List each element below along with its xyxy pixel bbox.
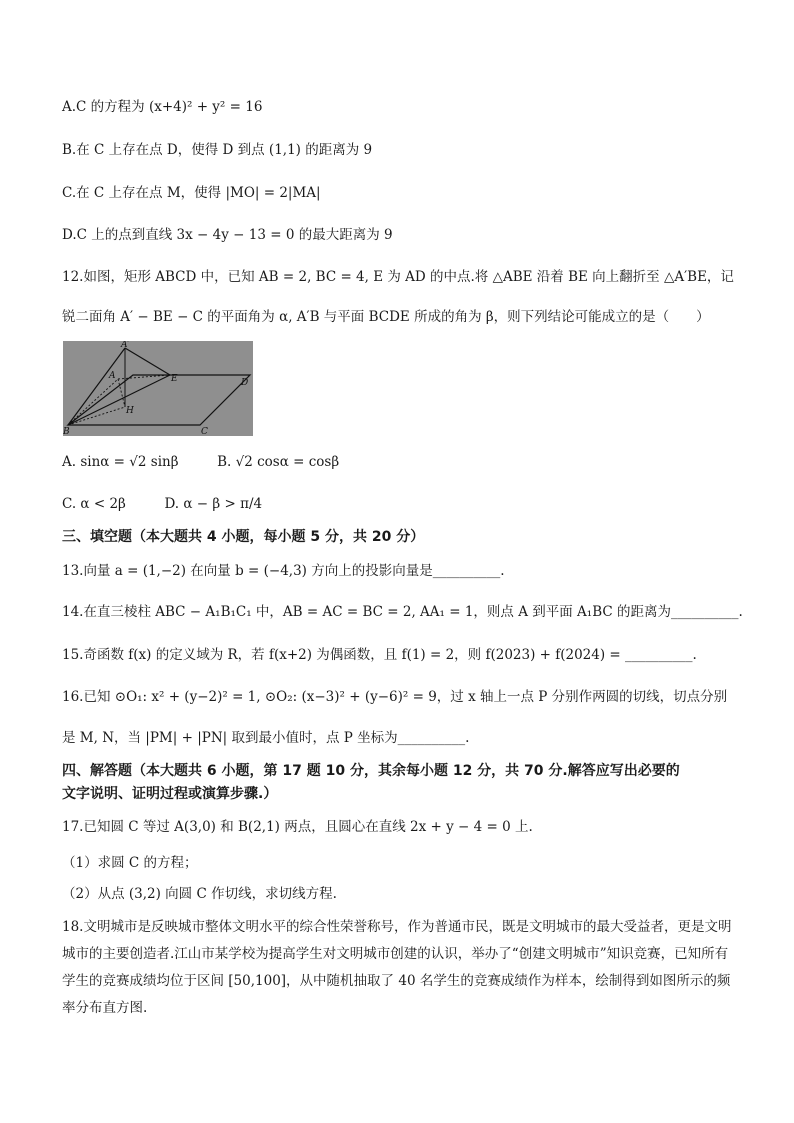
q12-options-row2 [62,494,732,514]
q12-figure [63,341,253,436]
q18: 18.文明城市是反映城市整体文明水平的综合性荣誉称号，作为普通市民，既是文明城市的最大受益者，更是文明城市的主要创造者.江山市某学校为提高学生对文明城市创建的认识，举办了“创建文明城市”知识竞赛，已知所有学生的竞赛成绩均位于区间 [50,100]，从中随机抽取了 40 名学生的竞赛成绩作为样本，绘制得到如图所示的频率分布直方图. [62,919,732,1016]
edge-be [68,375,170,425]
q17-part1: （1）求圆 C 的方程； [62,855,198,871]
edge-a-prime-e [125,348,170,375]
dashed-bh [68,407,125,425]
q17: 17.已知圆 C 等过 A(3,0) 和 B(2,1) 两点，且圆心在直线 2x + y − 4 = 0 上. [62,819,533,835]
q15: 15.奇函数 f(x) 的定义域为 R，若 f(x+2) 为偶函数，且 f(1) = 2，则 f(2023) + f(2024) = __________. [62,647,697,663]
dashed-ba [68,379,118,425]
label-a: A [109,371,116,381]
q14: 14.在直三棱柱 ABC − A₁B₁C₁ 中，AB = AC = BC = 2, AA₁ = 1，则点 A 到平面 A₁BC 的距离为__________. [62,604,743,620]
label-c: C [201,427,208,436]
section3-heading: 三、填空题（本大题共 4 小题，每小题 5 分，共 20 分） [62,529,425,545]
q12-option-b: B. √2 cosα = cosβ [217,454,340,470]
q11-option-d: D.C 上的点到直线 3x − 4y − 13 = 0 的最大距离为 9 [62,227,393,243]
label-h: H [126,406,134,416]
section4-heading-line1: 四、解答题（本大题共 6 小题，第 17 题 10 分，其余每小题 12 分，共 70 分.解答应写出必要的 [62,763,680,779]
folded-rectangle-diagram [63,341,253,436]
q16-line1: 16.已知 ⊙O₁: x² + (y−2)² = 1, ⊙O₂: (x−3)² + (y−6)² = 9，过 x 轴上一点 P 分别作两圆的切线，切点分别 [62,689,728,705]
label-b: B [63,427,70,436]
section4-heading-line2: 文字说明、证明过程或演算步骤.） [62,786,278,802]
q12-options-row1 [62,452,732,472]
q12-stem-line1: 12.如图，矩形 ABCD 中，已知 AB = 2, BC = 4, E 为 AD 的中点.将 △ABE 沿着 BE 向上翻折至 △A′BE，记 [62,269,734,285]
q11-option-b: B.在 C 上存在点 D，使得 D 到点 (1,1) 的距离为 9 [62,142,373,158]
q16-line2: 是 M, N，当 |PM| + |PN| 取到最小值时，点 P 坐标为__________. [62,730,470,746]
q12-option-c: C. α < 2β [62,496,126,512]
label-e: E [171,374,178,384]
edge-a-prime-b [68,348,125,425]
q12-option-a: A. sinα = √2 sinβ [62,454,179,470]
q11-option-a: A.C 的方程为 (x+4)² + y² = 16 [62,99,263,115]
label-d: D [241,378,249,388]
q13: 13.向量 a = (1,−2) 在向量 b = (−4,3) 方向上的投影向量是__________. [62,563,505,579]
q12-option-d: D. α − β > π/4 [164,496,263,512]
q12-stem-line2: 锐二面角 A′ − BE − C 的平面角为 α, A′B 与平面 BCDE 所成的角为 β，则下列结论可能成立的是（ ） [62,309,710,325]
label-a-prime: A′ [121,341,130,350]
q17-part2: （2）从点 (3,2) 向圆 C 作切线，求切线方程. [62,886,337,902]
q11-option-c: C.在 C 上存在点 M，使得 |MO| = 2|MA| [62,185,321,201]
